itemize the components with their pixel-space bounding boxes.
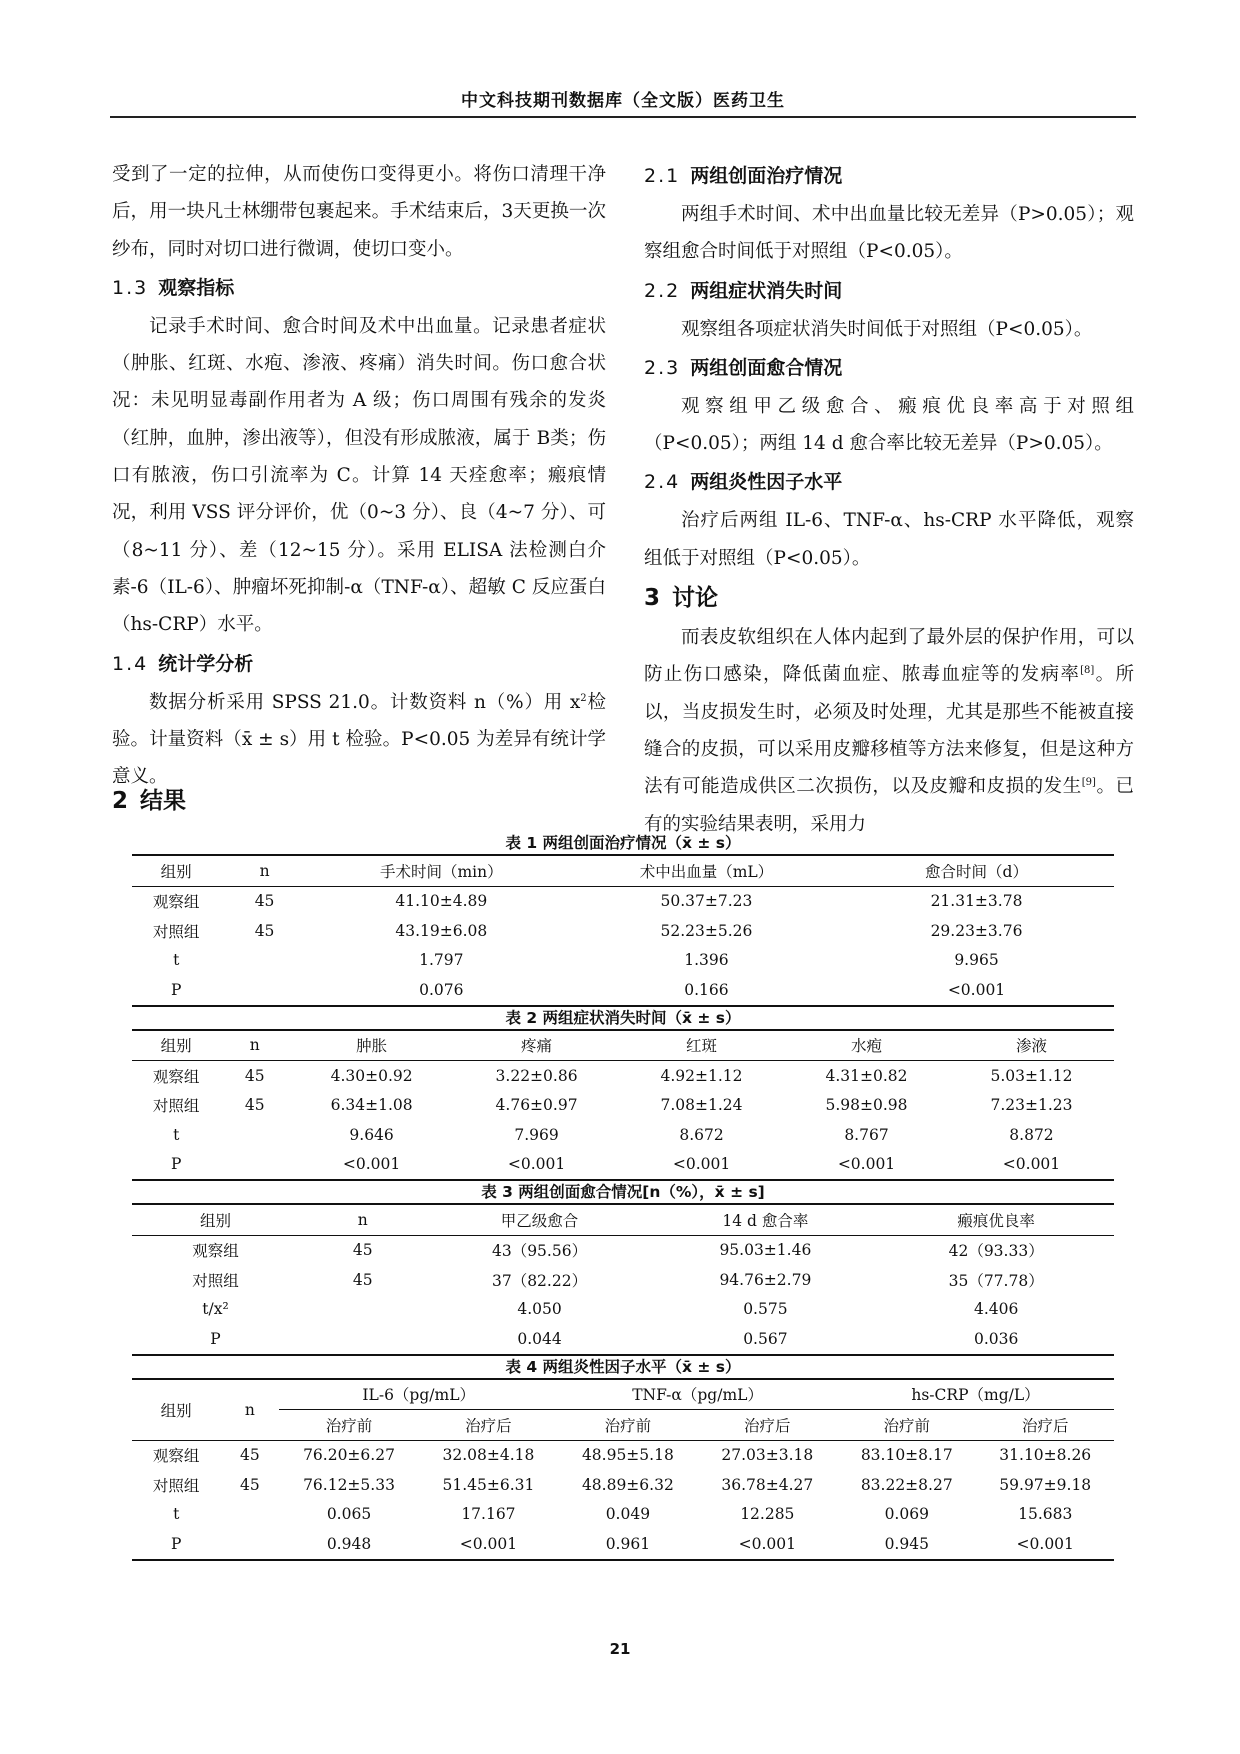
table-4-subheader: 治疗后 — [698, 1410, 837, 1441]
table-row: P <0.001 <0.001 <0.001 <0.001 <0.001 — [132, 1150, 1114, 1181]
table-row: P 0.948 <0.001 0.961 <0.001 0.945 <0.001 — [132, 1529, 1114, 1560]
section-2-heading: 2 结果 — [112, 788, 187, 814]
table-3-header: 甲乙级愈合 — [427, 1204, 653, 1235]
table-1-header: 组别 — [132, 855, 220, 886]
table-2 — [132, 1029, 1114, 1182]
paragraph-1-4: 数据分析采用 SPSS 21.0。计数资料 n（%）用 $x^2$检验。计量资料（x̄ ± s）用 t 检验。P<0.05 为差异有统计学意义。 — [112, 691, 606, 788]
table-2-header: 疼痛 — [454, 1030, 619, 1061]
table-4-subheader: 治疗前 — [558, 1410, 697, 1441]
left-column — [112, 156, 606, 795]
table-row: 对照组 45 43.19±6.08 52.23±5.26 29.23±3.76 — [152, 921, 1023, 941]
table-row: 观察组 45 76.20±6.27 32.08±4.18 48.95±5.18 27.03±3.18 83.10±8.17 31.10±8.26 — [152, 1446, 1092, 1466]
table-3-header: 14 d 愈合率 — [652, 1204, 878, 1235]
table-1-header: 愈合时间（d） — [839, 855, 1114, 886]
table-4-header: n — [220, 1379, 279, 1441]
table-4-group-header: hs-CRP（mg/L） — [837, 1379, 1114, 1410]
section-2-3-heading: 2.3 两组创面愈合情况 — [644, 356, 843, 379]
table-row: P 0.044 0.567 0.036 — [132, 1324, 1114, 1355]
table-3-header: 瘢痕优良率 — [878, 1204, 1114, 1235]
table-4-subheader: 治疗前 — [837, 1410, 976, 1441]
paragraph-2-2: 观察组各项症状消失时间低于对照组（P<0.05）。 — [681, 318, 1093, 340]
tables-area — [132, 832, 1114, 1561]
table-row: 观察组 45 43（95.56） 95.03±1.46 42（93.33） — [192, 1241, 1044, 1261]
table-3-caption: 表 3 两组创面愈合情况[n（%），x̄ ± s] — [481, 1183, 765, 1201]
table-row: t 9.646 7.969 8.672 8.767 8.872 — [173, 1125, 1054, 1144]
table-4-subheader: 治疗后 — [419, 1410, 558, 1441]
right-column — [644, 156, 1134, 843]
table-1-caption: 表 1 两组创面治疗情况（x̄ ± s） — [505, 834, 741, 852]
table-row: 对照组 45 6.34±1.08 4.76±0.97 7.08±1.24 5.98±0.98 7.23±1.23 — [152, 1096, 1073, 1116]
paragraph-1-3: 记录手术时间、愈合时间及术中出血量。记录患者症状（肿胀、红斑、水疱、渗液、疼痛）消失时间。伤口愈合状况：未见明显毒副作用者为 A 级；伤口周围有残余的发炎（红肿，血肿，渗出液等），但没有形成脓液，属于 B类；伤口有脓液，伤口引流率为 C。计算 14 天痊愈率；瘢痕情况，利用 VSS 评分评价，优（0~3 分）、良（4~7 分）、可（8~11 分）、差（12~15 分）。采用 ELISA 法检测白介素-6（IL-6）、肿瘤坏死抑制-α（TNF-α）、超敏 C 反应蛋白（hs-CRP）水平。 — [112, 315, 606, 636]
table-2-caption: 表 2 两组症状消失时间（x̄ ± s） — [505, 1008, 741, 1027]
table-row: 对照组 45 76.12±5.33 51.45±6.31 48.89±6.32 36.78±4.27 83.22±8.27 59.97±9.18 — [152, 1475, 1092, 1495]
table-4-subheader: 治疗前 — [279, 1410, 418, 1441]
table-3-header: 组别 — [132, 1204, 299, 1235]
table-row: 观察组 45 41.10±4.89 50.37±7.23 21.31±3.78 — [152, 892, 1023, 912]
journal-header: 中文科技期刊数据库（全文版）医药卫生 — [461, 91, 785, 111]
paragraph-intro: 受到了一定的拉伸，从而使伤口变得更小。将伤口清理干净后，用一块凡士林绷带包裹起来。手术结束后，3天更换一次纱布，同时对切口进行微调，使切口变小。 — [112, 164, 606, 260]
section-1-4-heading: 1.4 统计学分析 — [112, 652, 254, 675]
section-2-1-heading: 2.1 两组创面治疗情况 — [644, 165, 843, 187]
header-rule — [110, 116, 1136, 118]
table-4-group-header: TNF-α（pg/mL） — [558, 1379, 837, 1410]
paragraph-3: 而表皮软组织在人体内起到了最外层的保护作用，可以防止伤口感染，降低菌血症、脓毒血症等的发病率[8]。所以，当皮损发生时，必须及时处理，尤其是那些不能被直接缝合的皮损，可以采用皮瓣移植等方法来修复，但是这种方法有可能造成供区二次损伤，以及皮瓣和皮损的发生[9]。已有的实验结果表明，采用力 — [644, 627, 1134, 835]
table-2-header: 水疱 — [784, 1030, 949, 1061]
table-1-header: n — [220, 855, 308, 886]
paragraph-2-4: 治疗后两组 IL-6、TNF-α、hs-CRP 水平降低，观察组低于对照组（P<0.05）。 — [644, 510, 1134, 569]
table-4-subheader: 治疗后 — [976, 1410, 1114, 1441]
table-4 — [132, 1378, 1114, 1561]
table-1 — [132, 854, 1114, 1007]
section-1-3-heading: 1.3 观察指标 — [112, 276, 235, 299]
section-2-4-heading: 2.4 两组炎性因子水平 — [644, 471, 843, 494]
table-2-header: 红斑 — [619, 1030, 784, 1061]
table-4-group-header: IL-6（pg/mL） — [279, 1379, 558, 1410]
table-4-caption: 表 4 两组炎性因子水平（x̄ ± s） — [505, 1357, 741, 1376]
table-3 — [132, 1203, 1114, 1356]
table-2-header: 肿胀 — [289, 1030, 454, 1061]
table-4-header: 组别 — [132, 1379, 220, 1441]
table-row: t 1.797 1.396 9.965 — [173, 951, 999, 970]
table-2-header: 渗液 — [949, 1030, 1114, 1061]
paragraph-2-1: 两组手术时间、术中出血量比较无差异（P>0.05）；观察组愈合时间低于对照组（P<0.05）。 — [644, 204, 1134, 263]
paragraph-2-3: 观察组甲乙级愈合、瘢痕优良率高于对照组（P<0.05）；两组 14 d 愈合率比较无差异（P>0.05）。 — [644, 395, 1134, 455]
table-row: 对照组 45 37（82.22） 94.76±2.79 35（77.78） — [192, 1270, 1044, 1290]
table-row: t/x² 4.050 0.575 4.406 — [202, 1300, 1019, 1319]
table-1-header: 手术时间（min） — [309, 855, 574, 886]
table-2-header: n — [220, 1030, 289, 1061]
section-3-heading: 3 讨论 — [644, 585, 719, 612]
table-row: t 0.065 17.167 0.049 12.285 0.069 15.683 — [173, 1505, 1073, 1524]
table-3-header: n — [299, 1204, 427, 1235]
table-2-header: 组别 — [132, 1030, 220, 1061]
table-row: 观察组 45 4.30±0.92 3.22±0.86 4.92±1.12 4.31±0.82 5.03±1.12 — [152, 1066, 1073, 1086]
table-1-header: 术中出血量（mL） — [574, 855, 839, 886]
page-number: 21 — [609, 1640, 631, 1658]
section-2-2-heading: 2.2 两组症状消失时间 — [644, 279, 843, 302]
table-row: P 0.076 0.166 <0.001 — [132, 975, 1114, 1006]
